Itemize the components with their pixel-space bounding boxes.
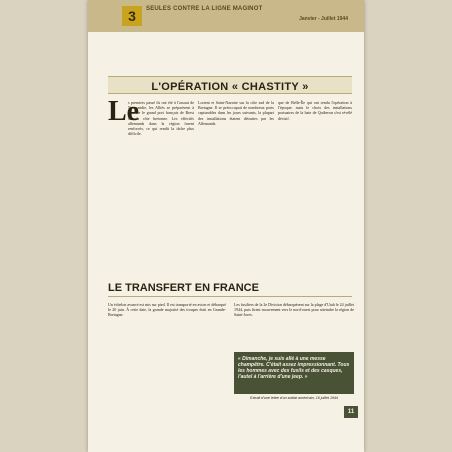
article1-column-3: que de Belle-Île qui ont rendu l'opération à l'époque; mais le choix des installations portuaires de la baie de Quiberon s'est révélé décisif. xyxy=(278,100,352,121)
section-rule xyxy=(108,296,352,297)
article2-column-1: Un échelon avancé est mis sur pied. Il est transporté en avion et débarqué le 20 juin. À cette date, la grande majorité des troupes était en Grande-Bretagne. xyxy=(108,302,226,318)
article-title-bar xyxy=(108,76,352,94)
running-title: SEULES CONTRE LA LIGNE MAGINOT xyxy=(146,6,263,12)
page-number: 11 xyxy=(344,406,358,418)
article-title: L'OPÉRATION « CHASTITY » xyxy=(151,81,309,93)
pull-quote: « Dimanche, je suis allé à une messe champêtre. C'était assez impressionnant. Tous les hommes avec des fusils et des casques, l'autel à l'arrière d'une jeep. » xyxy=(234,352,354,394)
drop-cap: Le xyxy=(108,96,140,127)
chapter-number: 3 xyxy=(122,6,142,26)
article2-column-2: Les fusiliers de la 2e Division débarquèrent sur la plage d'Utah le 24 juillet 1944, puis firent mouvement vers le nord-ouest pour atteindre la région de Saint-Jores. xyxy=(234,302,354,318)
magazine-page xyxy=(88,0,364,452)
article1-column-1: s premiers passé ils ont été à l'assaut de Normandie, les Alliés se préparèrent à prendre le grand port français de Brest sur la côte bretonne. Les effectifs allemands dans la région furent renforcés, ce qui rendit la tâche plus difficile. xyxy=(128,100,194,137)
section-title: LE TRANSFERT EN FRANCE xyxy=(108,282,259,294)
issue-date: Janvier - Juillet 1944 xyxy=(299,16,348,22)
article1-column-2: Lorient et Saint-Nazaire sur la côte sud de la Bretagne. Il se préoccupait de nombreux ports capturables dans les jours suivants, la plupart des installations étaient détruites par les Allemands. xyxy=(198,100,274,126)
pull-quote-caption: Extrait d'une lettre d'un soldat américain, 16 juillet 1944 xyxy=(250,396,338,400)
